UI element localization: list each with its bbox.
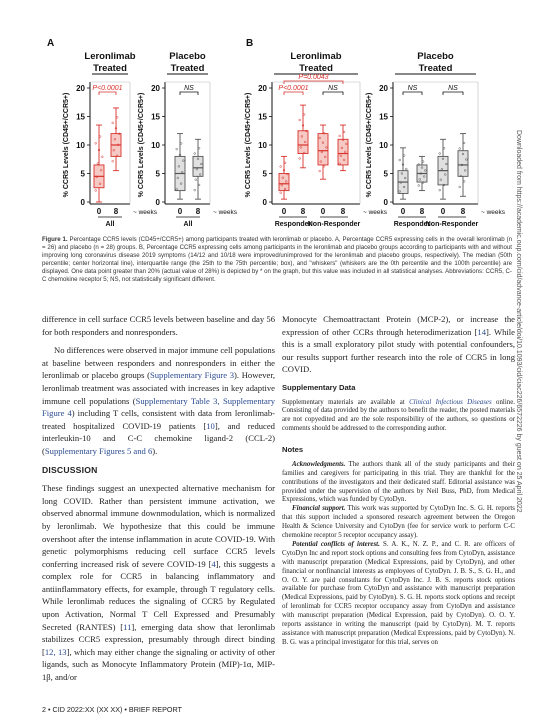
data-point — [198, 184, 200, 186]
text: ], which may either change the signaling or activity of other ligands, such as Monocyte Inflammatory Protein (MIP)-1α, MIP-1β, and/or — [42, 646, 275, 683]
box-iqr — [458, 151, 468, 177]
x-tick-label: 8 — [195, 207, 201, 216]
y-tick-label: 0 — [155, 198, 160, 207]
ref-link[interactable]: 12, 13 — [44, 646, 67, 657]
text: ). — [152, 445, 158, 456]
weeks-label: ~ weeks — [363, 209, 388, 216]
link-supplementary-figures-5-6[interactable]: Supplementary Figures 5 and 6 — [44, 445, 153, 456]
figure-caption — [42, 236, 512, 285]
x-tick-label: 8 — [113, 207, 119, 216]
conflicts-of-interest — [282, 541, 515, 648]
text: ], and reduced interleukin-10 and C-C chemokine ligand-2 (CCL-2) ( — [42, 420, 275, 456]
x-tick-label: 8 — [460, 207, 466, 216]
p-value-a-leronlimab-bracket — [99, 92, 116, 95]
group-label: Responder — [274, 221, 312, 228]
ref-link[interactable]: 4 — [211, 558, 216, 569]
y-axis-label: % CCR5 Levels (CD45+/CCR5+) — [366, 92, 373, 198]
text: Monocyte Chemoattractant Protein (MCP-2), or increase the expression of other CCRs through heterodimerization [ — [282, 314, 515, 337]
data-point — [198, 147, 200, 149]
text: The authors thank all of the study participants and their families and caregivers for participating in this trial. They are thankful for the contributions of the investigators and their dedicated staff. Editorial assistance was provided under the supervision of the authors by Neil Buss, PhD, from Medical Expressions, which was funded by CytoDyn. — [282, 460, 515, 504]
weeks-label: ~ weeks — [213, 209, 238, 216]
ns-b-placebo-responder: NS — [407, 85, 418, 92]
text: ). However, leronlimab treatment was associated with increases in key adaptive immune cell populations ( — [42, 370, 275, 406]
right-column — [282, 313, 515, 648]
ref-link[interactable]: 14 — [477, 326, 486, 337]
data-point — [101, 156, 103, 158]
y-axis-label: % CCR5 Levels (CD45+/CCR5+) — [63, 92, 70, 198]
y-tick-label: 0 — [262, 198, 267, 207]
label: Financial support. — [292, 505, 346, 513]
box-iqr — [298, 131, 308, 154]
x-tick-label: 8 — [419, 207, 425, 216]
data-point — [99, 136, 101, 138]
x-tick-label: 0 — [96, 207, 102, 216]
data-point — [280, 192, 282, 194]
ns-b-placebo-nonresponder: NS — [448, 85, 458, 92]
plot-title: Placebo — [417, 51, 454, 62]
section-heading-notes: Notes — [282, 445, 304, 455]
text: ) including T cells, consistent with data from leronlimab-treated hospitalized COVID-19 patients [ — [42, 408, 275, 431]
plot-title: Treated — [93, 63, 127, 74]
data-point — [443, 147, 445, 149]
data-point — [319, 170, 321, 172]
data-point — [459, 148, 461, 150]
data-point — [323, 165, 325, 167]
y-tick-label: 10 — [76, 141, 85, 150]
ns-b-placebo-nonresponder-bracket — [443, 92, 463, 95]
weeks-label: ~ weeks — [133, 209, 158, 216]
x-tick-label: 0 — [320, 207, 326, 216]
x-tick-label: 0 — [281, 207, 287, 216]
y-tick-label: 15 — [379, 112, 388, 122]
link-supplementary-table-3[interactable]: Supplementary Table 3, Supplementary Figure 4 — [42, 395, 275, 419]
text: online. Consisting of data provided by the authors to benefit the reader, the posted materials are not copyedited and are the sole responsibility of the authors, so questions or comments should be addressed to the corresponding author. — [282, 398, 515, 433]
group-label: All — [105, 221, 115, 228]
text: ], emerging data show that leronlimab stabilizes CCR5 expression, presumably through direct binding [ — [42, 621, 275, 657]
plot-title: Treated — [299, 63, 333, 74]
y-tick-label: 15 — [76, 112, 85, 122]
data-point — [463, 181, 465, 183]
x-tick-label: 8 — [300, 207, 306, 216]
ns-b-leronlimab-nonresponder-bracket — [323, 92, 343, 95]
x-tick-label: 0 — [440, 207, 446, 216]
caption-text: Percentage CCR5 levels (CD45+/CCR5+) among participants treated with leronlimab or placebo. A, Percentage CCR5 expressing cells in the overall leronlimab (n = 26) and placebo (n = 28) groups. B, Percentage CCR5 expressing cells among participants in the leronlimab and placebo groups according to participants with and without improving long coronavirus disease 2019 symptoms (14/12 and 10/18 were improved/unimproved for the leronlimab and placebo groups, respectively). The median (50th percentile; center horizontal line), interquartile range (the 25th to the 75th percentile; box), and "whiskers" (whiskers are the 0th percentile and the 100th percentile) are displayed. One data point greater than 20% (actual value of 28%) is depicted by * on the graph, but this value was included in all statistical analyses. Abbreviations: CCR5, C-C chemokine receptor 5; NS, not statistically significant different. — [42, 236, 512, 284]
data-point — [195, 179, 197, 181]
data-point — [95, 142, 97, 144]
paragraph: difference in cell surface CCR5 levels between baseline and day 56 for both responders and nonresponders. — [42, 314, 275, 337]
data-point — [343, 131, 345, 133]
text: This work was supported by CytoDyn Inc. S. G. H. reports that this support included a sponsored research agreement between the Oregon Health & Science University and CytoDyn (fee for service work to perform C-C chemokine receptor 5 receptor occupancy assay). — [282, 505, 515, 540]
link-supplementary-figure-3[interactable]: Supplementary Figure 3 — [149, 370, 235, 381]
p-value-b-leronlimab-1-bracket — [284, 81, 343, 84]
data-point — [176, 148, 178, 150]
y-axis-label: % CCR5 Levels (CD45+/CCR5+) — [138, 92, 145, 198]
box-iqr — [279, 174, 289, 191]
x-tick-label: 0 — [177, 207, 183, 216]
group-label: Responder — [393, 221, 431, 228]
ns-a-placebo-bracket — [180, 92, 198, 95]
figure-1 — [0, 0, 545, 235]
ref-link[interactable]: 11 — [123, 621, 132, 632]
group-label: Non-Responder — [307, 221, 361, 228]
data-point — [422, 161, 424, 163]
panel-label-a: A — [47, 38, 55, 49]
y-axis-label: % CCR5 Levels (CD45+/CCR5+) — [245, 92, 252, 198]
text: ], this suggests a complex role for CCR5 in balancing inflammatory and antiinflammatory effects, for example, through T regulatory cells. While leronlimab reduces the signaling of CCR5 by Regulated upon Activation, Normal T Cell Expressed and Presumably Secreted (RANTES) [ — [42, 558, 276, 632]
data-point — [97, 163, 99, 165]
data-point — [463, 142, 465, 144]
text: Supplementary materials are available at — [282, 398, 410, 406]
data-point — [112, 122, 114, 124]
data-point — [403, 155, 405, 157]
paragraph — [42, 344, 275, 457]
data-point — [299, 157, 301, 159]
paragraph — [42, 482, 275, 684]
plot-title: Treated — [418, 63, 453, 74]
y-tick-label: 20 — [258, 84, 267, 93]
data-point — [399, 159, 401, 161]
ns-a-placebo: NS — [184, 85, 194, 92]
data-point — [95, 190, 97, 192]
weeks-label: ~ weeks — [481, 209, 506, 216]
group-label: Non-Responder — [425, 221, 479, 228]
plot-title: Treated — [170, 63, 205, 74]
p-value-b-leronlimab-1: P=0.0043 — [298, 74, 329, 81]
journal-link[interactable]: Clinical Infectious Diseases — [409, 398, 492, 406]
panel-label-b: B — [246, 38, 254, 49]
plot-title: Leronlimab — [84, 51, 136, 62]
y-tick-label: 10 — [379, 141, 388, 150]
box-iqr — [193, 156, 203, 176]
y-tick-label: 5 — [80, 169, 85, 179]
y-tick-label: 10 — [258, 141, 267, 150]
x-tick-label: 8 — [340, 207, 346, 216]
label: Potential conflicts of interest. — [292, 540, 380, 548]
text: These findings suggest an unexpected alternative mechanism for long COVID. Rather than persistent immune activation, we observed abnormal immune downmodulation, which is normalized by leronlimab. We hypothesize that this could be immune overshoot after the intense inflammation in acute COVID-19. With genetic polymorphisms reducing cell surface CCR5 levels conferring increased risk of severe COVID-19 [ — [42, 483, 275, 569]
text: No differences were observed in major immune cell populations at baseline between responders and nonresponders in either the leronlimab or placebo groups ( — [42, 345, 275, 381]
left-column — [42, 313, 275, 690]
data-point — [284, 162, 286, 164]
p-value-b-leronlimab-2: P<0.0001 — [278, 85, 309, 92]
plot-title: Placebo — [169, 51, 206, 62]
financial-support — [282, 505, 515, 541]
data-point — [194, 189, 196, 191]
data-point — [339, 135, 341, 137]
ns-b-leronlimab-nonresponder: NS — [328, 85, 338, 92]
paragraph — [282, 313, 515, 376]
label: Acknowledgments. — [292, 460, 346, 468]
data-point — [303, 114, 305, 116]
data-point — [299, 119, 301, 121]
y-tick-label: 15 — [258, 112, 267, 122]
data-point — [180, 143, 182, 145]
y-tick-label: 20 — [151, 84, 160, 93]
section-heading-discussion: DISCUSSION — [42, 464, 98, 475]
notes-body — [282, 461, 515, 648]
y-tick-label: 5 — [155, 169, 160, 179]
x-tick-label: 0 — [400, 207, 406, 216]
data-point — [116, 116, 118, 118]
data-point — [439, 153, 441, 155]
data-point — [439, 189, 441, 191]
text: ]. While this is a small exploratory pilot study with potential confounders, our results support further research into the role of CCR5 in long COVID. — [282, 326, 515, 375]
page-footer: 2 • CID 2022:XX (XX XX) • BRIEF REPORT — [42, 705, 182, 714]
ref-link[interactable]: 10 — [206, 420, 215, 431]
ns-b-placebo-responder-bracket — [403, 92, 422, 95]
y-tick-label: 5 — [262, 169, 267, 179]
y-tick-label: 0 — [383, 198, 388, 207]
y-tick-label: 20 — [76, 84, 85, 93]
data-point — [280, 166, 282, 168]
data-point — [405, 168, 407, 170]
data-point — [112, 160, 114, 162]
acknowledgments — [282, 461, 515, 506]
box-iqr — [318, 134, 328, 165]
y-tick-label: 20 — [379, 84, 388, 93]
y-tick-label: 15 — [151, 112, 160, 122]
section-heading-supplementary-data: Supplementary Data — [282, 382, 356, 392]
data-point — [459, 186, 461, 188]
p-value-b-leronlimab-2-bracket — [284, 92, 303, 95]
y-tick-label: 5 — [383, 169, 388, 179]
data-point — [418, 185, 420, 187]
caption-label: Figure 1. — [42, 236, 68, 243]
download-sidebar: Downloaded from https://academic.oup.com/cid/advance-article/doi/10.1093/cid/ciac226/6572226 by guest on 25 April 2022 — [515, 130, 522, 513]
plot-title: Leronlimab — [290, 51, 342, 62]
group-label: All — [183, 221, 193, 228]
y-tick-label: 10 — [151, 141, 160, 150]
supplementary-paragraph — [282, 399, 515, 435]
p-value-a-leronlimab: P<0.0001 — [92, 85, 123, 92]
text: S. A. K., N. Z. P., and C. R. are officers of CytoDyn Inc and report stock options and consulting fees from CytoDyn, assistance with manuscript preparation (Medical Expressions, paid by CytoDyn), and other financial or nonfinancial interests as employees of CytoDyn. J. B. S., S. G. H., and O. O. Y. are paid consultants for CytoDyn Inc. J. B. S. reports stock options available for purchase from CytoDyn and assistance with manuscript preparation (Medical Expressions, paid by CytoDyn). S. G. H. reports stock options and receipt of leronlimab for CCR5 receptor occupancy assay from CytoDyn and assistance with manuscript preparation (Medical Expression, paid by CytoDyn). O. O. Y. reports assistance in writing the manuscript (paid by CytoDyn). M. T. reports assistance with manuscript preparation (Medical Expressions, paid by CytoDyn). N. B. G. was a principal investigator for this trial, serves on — [282, 540, 516, 646]
data-point — [194, 153, 196, 155]
y-tick-label: 0 — [80, 198, 85, 207]
